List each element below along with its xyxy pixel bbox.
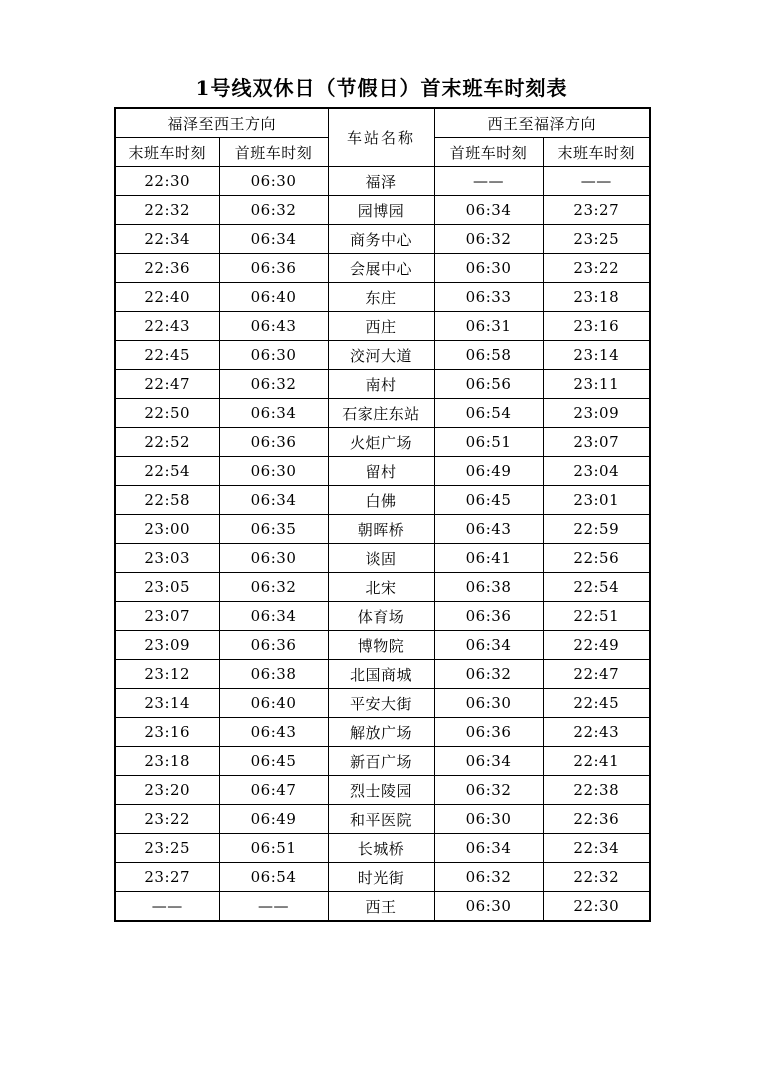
b-first-train-cell: 06:31 (434, 312, 543, 341)
a-last-train-cell: 22:34 (115, 225, 219, 254)
station-name-cell: 北宋 (328, 573, 434, 602)
a-first-train-cell: 06:34 (219, 225, 328, 254)
table-row (115, 544, 650, 573)
a-last-train-cell: 22:58 (115, 486, 219, 515)
a-last-train-cell: 22:50 (115, 399, 219, 428)
b-last-train-cell: 22:56 (543, 544, 650, 573)
station-name-cell: 火炬广场 (328, 428, 434, 457)
station-name-cell: 和平医院 (328, 805, 434, 834)
b-first-train-cell: 06:41 (434, 544, 543, 573)
a-first-train-cell: —— (219, 892, 328, 922)
station-name-cell: 石家庄东站 (328, 399, 434, 428)
table-row (115, 486, 650, 515)
a-first-train-cell: 06:30 (219, 341, 328, 370)
b-first-train-cell: 06:56 (434, 370, 543, 399)
station-name-cell: 西王 (328, 892, 434, 922)
b-first-train-cell: 06:51 (434, 428, 543, 457)
b-first-train-cell: 06:32 (434, 776, 543, 805)
b-last-train-cell: 22:49 (543, 631, 650, 660)
a-first-train-cell: 06:34 (219, 602, 328, 631)
table-row (115, 457, 650, 486)
station-name-header: 车站名称 (328, 108, 434, 167)
table-row (115, 863, 650, 892)
a-last-train-cell: 23:03 (115, 544, 219, 573)
b-last-train-cell: 22:51 (543, 602, 650, 631)
b-last-train-cell: 23:18 (543, 283, 650, 312)
a-last-train-cell: —— (115, 892, 219, 922)
b-first-train-cell: 06:36 (434, 718, 543, 747)
station-name-cell: 博物院 (328, 631, 434, 660)
b-last-train-cell: 22:45 (543, 689, 650, 718)
b-first-train-cell: 06:43 (434, 515, 543, 544)
table-row (115, 834, 650, 863)
b-first-train-cell: 06:33 (434, 283, 543, 312)
a-last-train-cell: 23:27 (115, 863, 219, 892)
table-row (115, 428, 650, 457)
b-last-train-cell: 23:14 (543, 341, 650, 370)
a-first-train-cell: 06:43 (219, 312, 328, 341)
a-last-train-cell: 23:07 (115, 602, 219, 631)
b-last-train-cell: 22:41 (543, 747, 650, 776)
a-first-train-cell: 06:40 (219, 689, 328, 718)
station-name-cell: 南村 (328, 370, 434, 399)
b-last-train-cell: 22:32 (543, 863, 650, 892)
station-name-cell: 会展中心 (328, 254, 434, 283)
b-first-train-cell: 06:58 (434, 341, 543, 370)
a-last-train-cell: 22:30 (115, 167, 219, 196)
page-title: 1号线双休日（节假日）首末班车时刻表 (195, 76, 568, 100)
b-first-train-cell: 06:34 (434, 834, 543, 863)
a-last-train-cell: 23:05 (115, 573, 219, 602)
b-last-train-cell: 23:27 (543, 196, 650, 225)
table-row (115, 776, 650, 805)
b-last-train-cell: 23:01 (543, 486, 650, 515)
b-first-train-cell: 06:36 (434, 602, 543, 631)
table-row (115, 254, 650, 283)
table-row (115, 167, 650, 196)
a-last-train-cell: 23:25 (115, 834, 219, 863)
table-row (115, 747, 650, 776)
b-first-train-cell: 06:49 (434, 457, 543, 486)
a-first-train-cell: 06:36 (219, 428, 328, 457)
a-first-train-cell: 06:36 (219, 631, 328, 660)
table-row (115, 631, 650, 660)
table-row (115, 399, 650, 428)
a-first-train-cell: 06:32 (219, 573, 328, 602)
a-first-train-cell: 06:47 (219, 776, 328, 805)
a-last-train-cell: 22:36 (115, 254, 219, 283)
station-name-cell: 商务中心 (328, 225, 434, 254)
b-first-train-cell: 06:34 (434, 196, 543, 225)
a-last-train-cell: 22:52 (115, 428, 219, 457)
a-last-train-cell: 22:45 (115, 341, 219, 370)
b-first-train-cell: 06:38 (434, 573, 543, 602)
station-name-cell: 东庄 (328, 283, 434, 312)
table-row (115, 312, 650, 341)
b-first-train-cell: 06:30 (434, 805, 543, 834)
b-last-train-cell: 23:07 (543, 428, 650, 457)
table-row (115, 283, 650, 312)
b-last-train-cell: 22:59 (543, 515, 650, 544)
a-last-train-header: 末班车时刻 (115, 138, 219, 167)
table-row (115, 573, 650, 602)
station-name-cell: 谈固 (328, 544, 434, 573)
b-first-train-cell: 06:32 (434, 863, 543, 892)
b-last-train-cell: 22:38 (543, 776, 650, 805)
b-first-train-cell: 06:34 (434, 631, 543, 660)
a-last-train-cell: 22:54 (115, 457, 219, 486)
b-first-train-cell: 06:30 (434, 254, 543, 283)
a-last-train-cell: 22:32 (115, 196, 219, 225)
b-last-train-cell: 22:36 (543, 805, 650, 834)
table-row (115, 602, 650, 631)
a-first-train-cell: 06:34 (219, 399, 328, 428)
station-name-cell: 西庄 (328, 312, 434, 341)
a-last-train-cell: 23:22 (115, 805, 219, 834)
table-row (115, 515, 650, 544)
a-first-train-cell: 06:32 (219, 370, 328, 399)
timetable (114, 107, 651, 922)
a-last-train-cell: 23:20 (115, 776, 219, 805)
a-first-train-cell: 06:30 (219, 167, 328, 196)
a-first-train-cell: 06:45 (219, 747, 328, 776)
b-last-train-cell: 22:30 (543, 892, 650, 922)
direction-a-header: 福泽至西王方向 (115, 108, 328, 138)
b-first-train-cell: 06:34 (434, 747, 543, 776)
station-name-cell: 新百广场 (328, 747, 434, 776)
a-last-train-cell: 22:40 (115, 283, 219, 312)
table-row (115, 370, 650, 399)
table-row (115, 196, 650, 225)
station-name-cell: 白佛 (328, 486, 434, 515)
b-last-train-cell: 23:22 (543, 254, 650, 283)
a-last-train-cell: 23:00 (115, 515, 219, 544)
b-last-train-cell: 22:43 (543, 718, 650, 747)
station-name-cell: 留村 (328, 457, 434, 486)
b-last-train-cell: 22:54 (543, 573, 650, 602)
a-first-train-header: 首班车时刻 (219, 138, 328, 167)
b-first-train-cell: 06:32 (434, 225, 543, 254)
station-name-cell: 洨河大道 (328, 341, 434, 370)
table-row (115, 718, 650, 747)
b-last-train-cell: 23:16 (543, 312, 650, 341)
a-first-train-cell: 06:35 (219, 515, 328, 544)
table-row (115, 892, 650, 922)
station-name-cell: 解放广场 (328, 718, 434, 747)
a-first-train-cell: 06:54 (219, 863, 328, 892)
b-last-train-cell: 22:47 (543, 660, 650, 689)
b-last-train-cell: —— (543, 167, 650, 196)
b-first-train-cell: 06:45 (434, 486, 543, 515)
table-row (115, 660, 650, 689)
station-name-cell: 时光街 (328, 863, 434, 892)
a-first-train-cell: 06:32 (219, 196, 328, 225)
a-first-train-cell: 06:43 (219, 718, 328, 747)
a-first-train-cell: 06:51 (219, 834, 328, 863)
b-first-train-cell: 06:32 (434, 660, 543, 689)
table-row (115, 341, 650, 370)
b-last-train-cell: 23:04 (543, 457, 650, 486)
a-last-train-cell: 23:18 (115, 747, 219, 776)
a-last-train-cell: 22:43 (115, 312, 219, 341)
b-first-train-header: 首班车时刻 (434, 138, 543, 167)
a-last-train-cell: 22:47 (115, 370, 219, 399)
b-last-train-cell: 23:11 (543, 370, 650, 399)
a-last-train-cell: 23:14 (115, 689, 219, 718)
station-name-cell: 朝晖桥 (328, 515, 434, 544)
timetable-body (115, 167, 650, 922)
a-first-train-cell: 06:49 (219, 805, 328, 834)
a-first-train-cell: 06:34 (219, 486, 328, 515)
b-last-train-cell: 23:09 (543, 399, 650, 428)
station-name-cell: 福泽 (328, 167, 434, 196)
station-name-cell: 园博园 (328, 196, 434, 225)
station-name-cell: 体育场 (328, 602, 434, 631)
b-last-train-header: 末班车时刻 (543, 138, 650, 167)
direction-b-header: 西王至福泽方向 (434, 108, 650, 138)
table-row (115, 225, 650, 254)
station-name-cell: 平安大街 (328, 689, 434, 718)
b-first-train-cell: 06:30 (434, 892, 543, 922)
a-first-train-cell: 06:30 (219, 544, 328, 573)
a-last-train-cell: 23:12 (115, 660, 219, 689)
a-first-train-cell: 06:40 (219, 283, 328, 312)
station-name-cell: 北国商城 (328, 660, 434, 689)
table-row (115, 689, 650, 718)
b-last-train-cell: 22:34 (543, 834, 650, 863)
a-first-train-cell: 06:38 (219, 660, 328, 689)
station-name-cell: 烈士陵园 (328, 776, 434, 805)
b-first-train-cell: 06:54 (434, 399, 543, 428)
a-first-train-cell: 06:30 (219, 457, 328, 486)
a-last-train-cell: 23:16 (115, 718, 219, 747)
b-last-train-cell: 23:25 (543, 225, 650, 254)
timetable-header (115, 108, 650, 167)
table-row (115, 805, 650, 834)
b-first-train-cell: 06:30 (434, 689, 543, 718)
station-name-cell: 长城桥 (328, 834, 434, 863)
a-first-train-cell: 06:36 (219, 254, 328, 283)
b-first-train-cell: —— (434, 167, 543, 196)
a-last-train-cell: 23:09 (115, 631, 219, 660)
